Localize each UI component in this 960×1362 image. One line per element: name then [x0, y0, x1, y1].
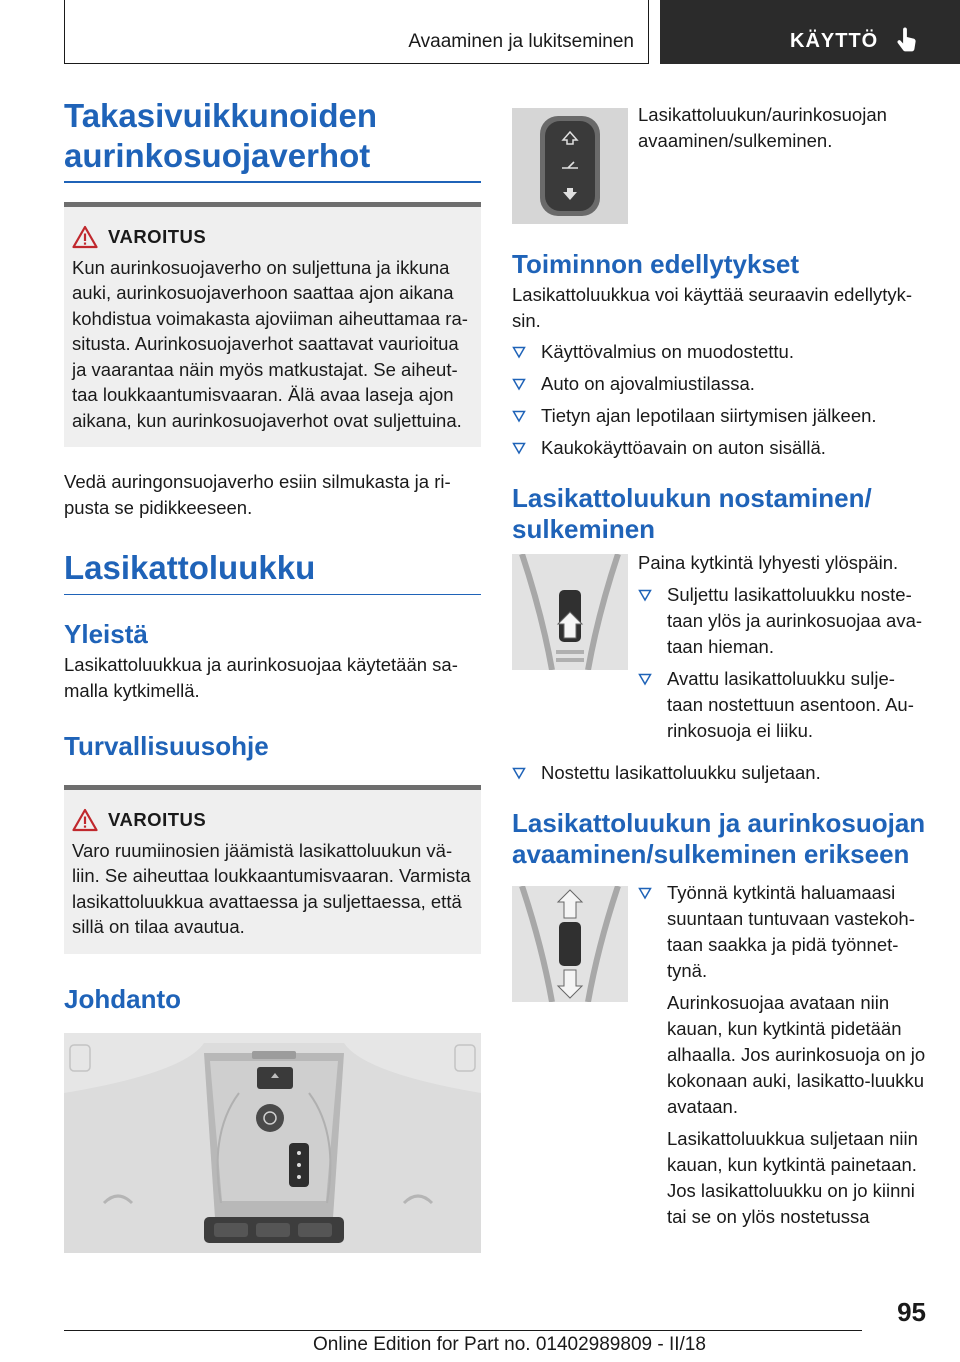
list-item-text: Avattu lasikattoluukku sulje-taan nostettuun asentoon. Au-rinkosuoja ei liiku.: [667, 667, 914, 741]
list-item-text: Auto on ajovalmiustilassa.: [541, 373, 755, 395]
warning-box-safety: [64, 785, 481, 954]
page-number: 95: [897, 1297, 926, 1327]
warning-label: VAROITUS: [108, 225, 207, 247]
raise-after-list: [512, 760, 926, 786]
section-title-sunroof: Lasikattoluukku: [64, 549, 316, 587]
header-section-title: Avaaminen ja lukitseminen: [408, 31, 634, 52]
list-item: [638, 582, 926, 660]
raise-close-block: [512, 550, 926, 762]
bullet-triangle-icon: [512, 345, 526, 359]
heading-introduction: Johdanto: [64, 983, 181, 1014]
list-item: [512, 371, 926, 397]
warning-text: Kun aurinkosuojaverho on suljettuna ja ikkuna auki, aurinkosuojaverhoon saattaa ajon aikana kohdistua voimakasta ajoviiman aiheuttamaa ra-situsta. Aurinkosuojaverhot saattavat vaurioitua ja vaarantaa näin myös matkustajat. Se aiheut-taa loukkaantumisvaaran. Älä avaa laseja ajon aikana, kun aurinkosuojaverhot ovat suljettuina.: [72, 256, 468, 431]
bullet-triangle-icon: [512, 377, 526, 391]
bullet-triangle-icon: [638, 588, 652, 602]
list-item-text: Tietyn ajan lepotilaan siirtymisen jälkeen.: [541, 405, 877, 427]
section-underline: [64, 594, 481, 596]
footer-rule: [64, 1330, 862, 1331]
bullet-triangle-icon: [512, 441, 526, 455]
warning-triangle-icon: [72, 225, 98, 249]
separate-block: [512, 880, 926, 1227]
page-title-sunshades: Takasivuikkunoiden aurinkosuojaverhot: [64, 97, 377, 174]
warning-header: [72, 808, 473, 832]
left-column: [64, 96, 481, 1253]
paragraph-general: Lasikattoluukkua ja aurinkosuojaa käytetään sa-malla kytkimellä.: [64, 654, 458, 702]
heading-separate: Lasikattoluukun ja aurinkosuojan avaaminen/sulkeminen erikseen: [512, 807, 926, 869]
header-section-box: [64, 0, 649, 64]
switch-up-image: [512, 554, 628, 670]
switch-caption: Lasikattoluukun/aurinkosuojan avaaminen/sulkeminen.: [638, 104, 887, 151]
heading-general: Yleistä: [64, 619, 148, 650]
list-item: [512, 760, 926, 786]
footer-edition: Online Edition for Part no. 01402989809 - II/18: [313, 1334, 706, 1355]
separate-list: [638, 880, 926, 984]
requirements-list: [512, 339, 926, 461]
list-item: [512, 435, 926, 461]
separate-para-1: Aurinkosuojaa avataan niin kauan, kun kytkintä pidetään alhaalla. Jos aurinkosuoja on jo kokonaan auki, lasikatto-luukku avataan.: [667, 991, 926, 1117]
list-item: [638, 880, 926, 984]
warning-label: VAROITUS: [108, 808, 207, 830]
overhead-console-image: [64, 1033, 481, 1253]
warning-header: [72, 225, 473, 249]
separate-text: [638, 880, 926, 1230]
list-item: [512, 403, 926, 429]
list-item-text: Suljettu lasikattoluukku noste-taan ylös ja aurinkosuojaa ava-taan hieman.: [667, 583, 923, 657]
list-item-text: Työnnä kytkintä haluamaasi suuntaan tuntuvaan vastekoh-taan saakka ja pidä työnnet-tynä.: [667, 881, 915, 981]
hand-pointer-icon: [896, 26, 920, 52]
separate-para-2: Lasikattoluukkua suljetaan niin kauan, kun kytkintä painetaan. Jos lasikattoluukku on jo kiinni tai se on ylös nostetussa: [667, 1127, 918, 1227]
warning-box-sunshade: [64, 202, 481, 448]
heading-safety: Turvallisuusohje: [64, 731, 269, 762]
header-chapter-box: [660, 0, 960, 64]
warning-triangle-icon: [72, 808, 98, 832]
raise-close-text: [638, 550, 926, 744]
heading-requirements: Toiminnon edellytykset: [512, 249, 800, 279]
bullet-triangle-icon: [638, 886, 652, 900]
list-item-text: Nostettu lasikattoluukku suljetaan.: [541, 761, 821, 783]
list-item-text: Kaukokäyttöavain on auton sisällä.: [541, 437, 826, 459]
heading-raise-close: Lasikattoluukun nostaminen/ sulkeminen: [512, 483, 872, 545]
header-chapter-title: KÄYTTÖ: [790, 30, 879, 52]
right-column: [512, 96, 926, 1227]
switch-up-illustration: [512, 554, 628, 670]
raise-list: [638, 582, 926, 744]
paragraph-requirements: Lasikattoluukkua voi käyttää seuraavin edellytyk-sin.: [512, 284, 913, 332]
raise-intro: Paina kytkintä lyhyesti ylöspäin.: [638, 551, 899, 573]
switch-updown-illustration: [512, 886, 628, 1002]
bullet-triangle-icon: [512, 409, 526, 423]
list-item-text: Käyttövalmius on muodostettu.: [541, 341, 794, 363]
overhead-console-illustration: [64, 1033, 481, 1253]
warning-text: Varo ruumiinosien jäämistä lasikattoluukun vä-liin. Se aiheuttaa loukkaantumisvaaran. Varmista lasikattoluukkua avattaessa ja suljettaessa, että sillä on tilaa avautua.: [72, 839, 471, 938]
paragraph-hook-sunshade: Vedä auringonsuojaverho esiin silmukasta ja ri-pusta se pidikkeeseen.: [64, 471, 451, 519]
sunroof-switch-illustration: [512, 108, 628, 224]
title-underline: [64, 181, 481, 183]
switch-updown-image: [512, 886, 628, 1002]
sunroof-switch-image: [512, 108, 628, 224]
switch-row: [512, 96, 926, 224]
list-item: [638, 666, 926, 744]
bullet-triangle-icon: [638, 672, 652, 686]
list-item: [512, 339, 926, 365]
bullet-triangle-icon: [512, 766, 526, 780]
